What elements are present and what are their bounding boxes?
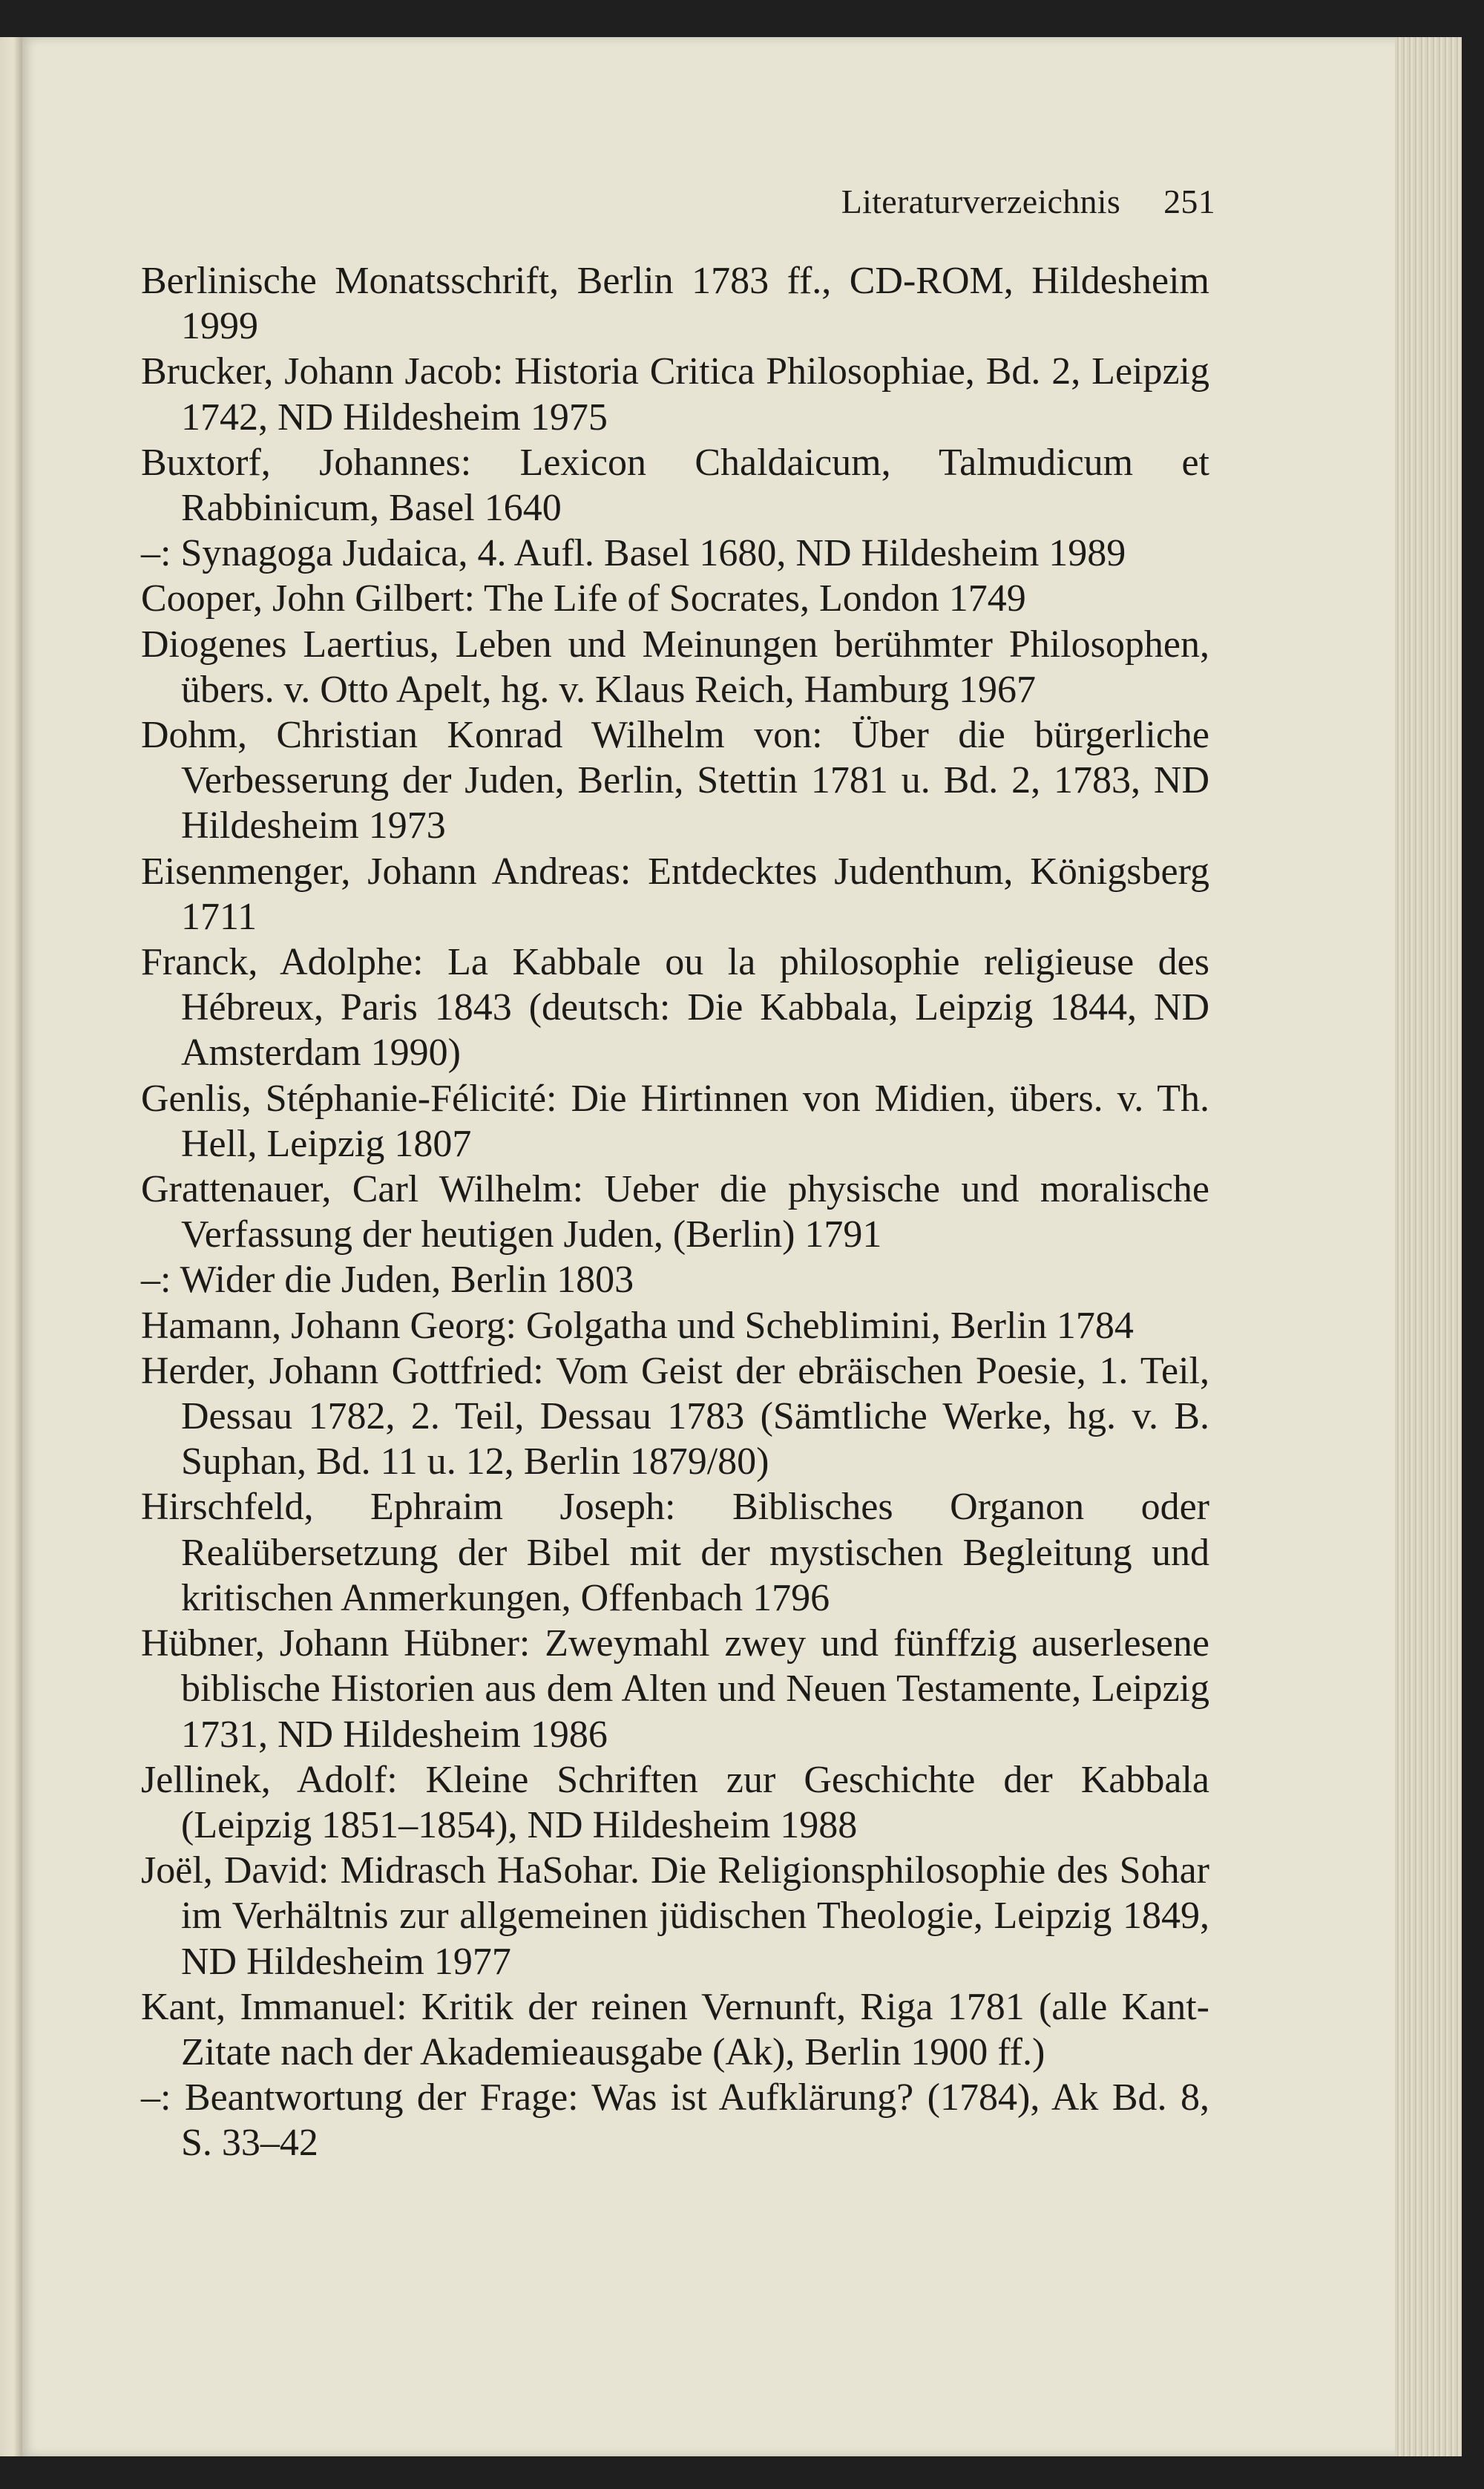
bibliography-entry: Jellinek, Adolf: Kleine Schriften zur Geschichte der Kabbala (Leipzig 1851–1854), ND Hildesheim 1988 bbox=[141, 1758, 1209, 1846]
bibliography-entry: Diogenes Laertius, Leben und Meinungen berühmter Philosophen, übers. v. Otto Apelt, hg. v. Klaus Reich, Hamburg 1967 bbox=[141, 623, 1209, 711]
bibliography-entry: –: Beantwortung der Frage: Was ist Aufklärung? (1784), Ak Bd. 8, S. 33–42 bbox=[141, 2076, 1209, 2165]
bibliography-entry: –: Synagoga Judaica, 4. Aufl. Basel 1680, ND Hildesheim 1989 bbox=[141, 532, 1126, 575]
bibliography-entry: Dohm, Christian Konrad Wilhelm von: Über die bürgerliche Verbesserung der Juden, Berlin, Stettin 1781 u. Bd. 2, 1783, ND Hildesheim 1973 bbox=[141, 714, 1209, 847]
bibliography-entry: Brucker, Johann Jacob: Historia Critica Philosophiae, Bd. 2, Leipzig 1742, ND Hildesheim 1975 bbox=[141, 350, 1209, 439]
bibliography-entry: Hübner, Johann Hübner: Zweymahl zwey und fünffzig auserlesene biblische Historien aus dem Alten und Neuen Testamente, Leipzig 1731, ND Hildesheim 1986 bbox=[141, 1622, 1209, 1756]
bibliography-entry: Berlinische Monatsschrift, Berlin 1783 ff., CD-ROM, Hildesheim 1999 bbox=[141, 260, 1209, 348]
previous-page-edge bbox=[0, 37, 22, 2456]
bibliography-entry: Genlis, Stéphanie-Félicité: Die Hirtinnen von Midien, übers. v. Th. Hell, Leipzig 1807 bbox=[141, 1077, 1209, 1165]
bibliography-entry: Eisenmenger, Johann Andreas: Entdecktes Judenthum, Königsberg 1711 bbox=[141, 850, 1209, 938]
bibliography-entry: Grattenauer, Carl Wilhelm: Ueber die physische und moralische Verfassung der heutigen Juden, (Berlin) 1791 bbox=[141, 1168, 1209, 1256]
bibliography-entry: Joël, David: Midrasch HaSohar. Die Religionsphilosophie des Sohar im Verhältnis zur allgemeinen jüdischen Theologie, Leipzig 1849, ND Hildesheim 1977 bbox=[141, 1849, 1209, 1983]
bibliography-entry: Cooper, John Gilbert: The Life of Socrates, London 1749 bbox=[141, 577, 1026, 620]
bibliography-entry: Franck, Adolphe: La Kabbale ou la philosophie religieuse des Hébreux, Paris 1843 (deutsch: Die Kabbala, Leipzig 1844, ND Amsterdam 1990) bbox=[141, 941, 1209, 1075]
bibliography-entry: Kant, Immanuel: Kritik der reinen Vernunft, Riga 1781 (alle Kant-Zitate nach der Akademieausgabe (Ak), Berlin 1900 ff.) bbox=[141, 1985, 1209, 2073]
running-head bbox=[841, 182, 1215, 221]
bibliography-entry: Herder, Johann Gottfried: Vom Geist der ebräischen Poesie, 1. Teil, Dessau 1782, 2. Teil, Dessau 1783 (Sämtliche Werke, hg. v. B. Suphan, Bd. 11 u. 12, Berlin 1879/80) bbox=[141, 1349, 1209, 1483]
page-fore-edge bbox=[1395, 37, 1462, 2456]
bibliography-entry: –: Wider die Juden, Berlin 1803 bbox=[141, 1259, 634, 1302]
running-head-title: Literaturverzeichnis bbox=[841, 183, 1121, 220]
bibliography-entry: Buxtorf, Johannes: Lexicon Chaldaicum, Talmudicum et Rabbinicum, Basel 1640 bbox=[141, 441, 1209, 530]
bibliography-entry: Hirschfeld, Ephraim Joseph: Biblisches Organon oder Realübersetzung der Bibel mit der mystischen Begleitung und kritischen Anmerkungen, Offenbach 1796 bbox=[141, 1486, 1209, 1619]
bibliography-entry: Hamann, Johann Georg: Golgatha und Scheblimini, Berlin 1784 bbox=[141, 1304, 1134, 1347]
bibliography-list bbox=[141, 258, 1209, 2166]
page-number: 251 bbox=[1163, 183, 1215, 220]
